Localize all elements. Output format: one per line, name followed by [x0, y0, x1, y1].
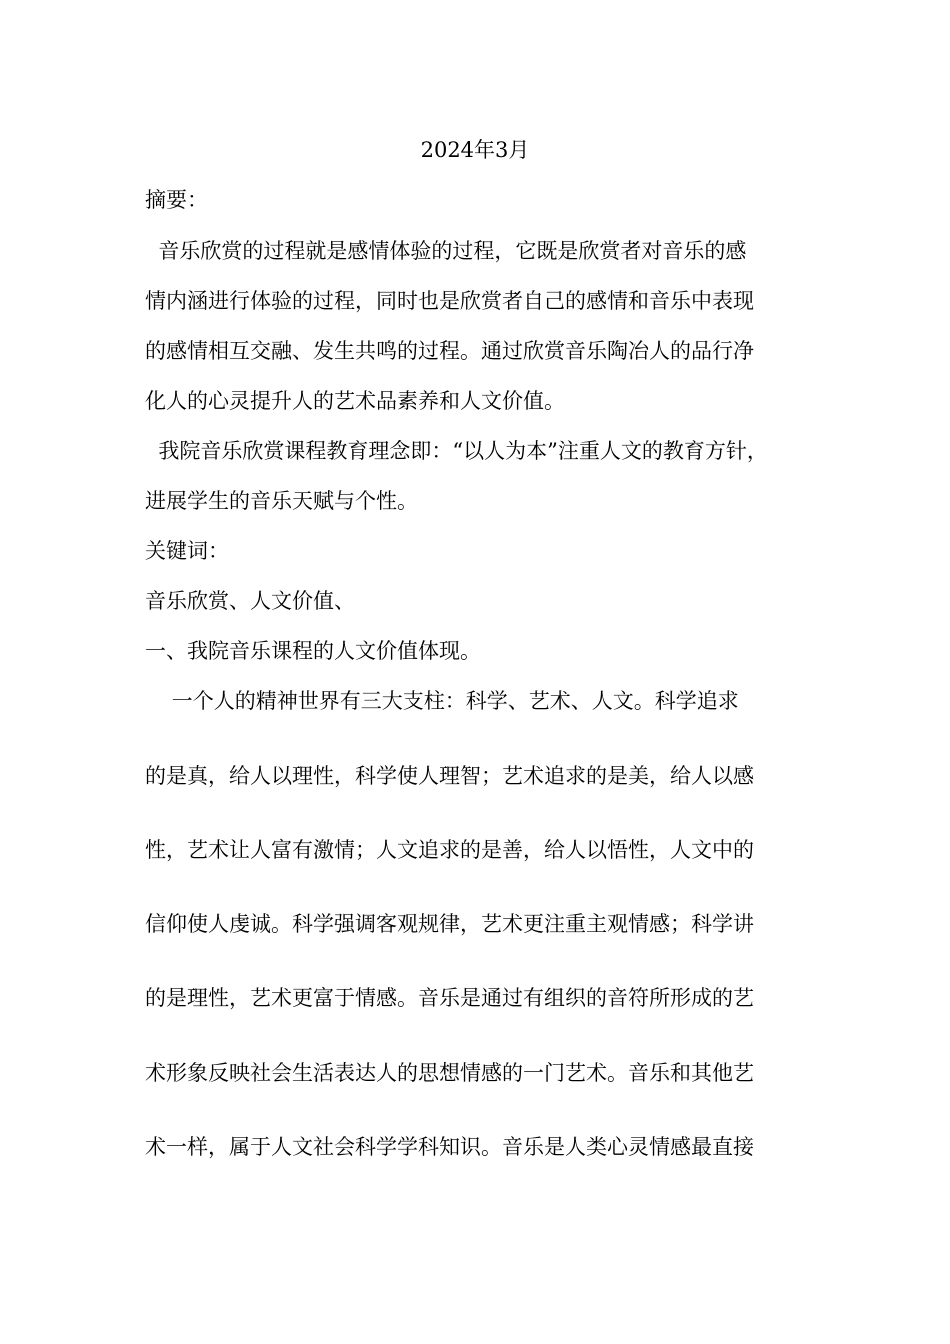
body-line: 性，艺术让人富有激情；人文追求的是善，给人以悟性，人文中的: [145, 838, 754, 862]
body-line: 信仰使人虔诚。科学强调客观规律，艺术更注重主观情感；科学讲: [145, 912, 754, 936]
abstract-line: 化人的心灵提升人的艺术品素养和人文价值。: [145, 389, 565, 413]
body-line: 的是理性，艺术更富于情感。音乐是通过有组织的音符所形成的艺: [145, 986, 754, 1010]
keywords-label: 关键词：: [145, 539, 229, 563]
abstract-line: 的感情相互交融、发生共鸣的过程。通过欣赏音乐陶冶人的品行净: [145, 339, 754, 363]
body-line: 术形象反映社会生活表达人的思想情感的一门艺术。音乐和其他艺: [145, 1061, 754, 1085]
abstract-label: 摘要：: [145, 188, 208, 212]
abstract-line: 情内涵进行体验的过程，同时也是欣赏者自己的感情和音乐中表现: [145, 289, 754, 313]
body-line: 的是真，给人以理性，科学使人理智；艺术追求的是美，给人以感: [145, 764, 754, 788]
abstract-line: 音乐欣赏的过程就是感情体验的过程，它既是欣赏者对音乐的感: [145, 239, 747, 263]
body-line: 术一样，属于人文社会科学学科知识。音乐是人类心灵情感最直接: [145, 1135, 754, 1159]
keywords-text: 音乐欣赏、人文价值、: [145, 589, 355, 613]
section-heading: 一、我院音乐课程的人文价值体现。: [145, 639, 481, 663]
body-line: 一个人的精神世界有三大支柱：科学、艺术、人文。科学追求: [145, 689, 739, 713]
abstract-line: 我院音乐欣赏课程教育理念即：“以人为本”注重人文的教育方针，: [145, 439, 768, 463]
abstract-line: 进展学生的音乐天赋与个性。: [145, 489, 418, 513]
document-date: 2024年3月: [420, 138, 530, 162]
